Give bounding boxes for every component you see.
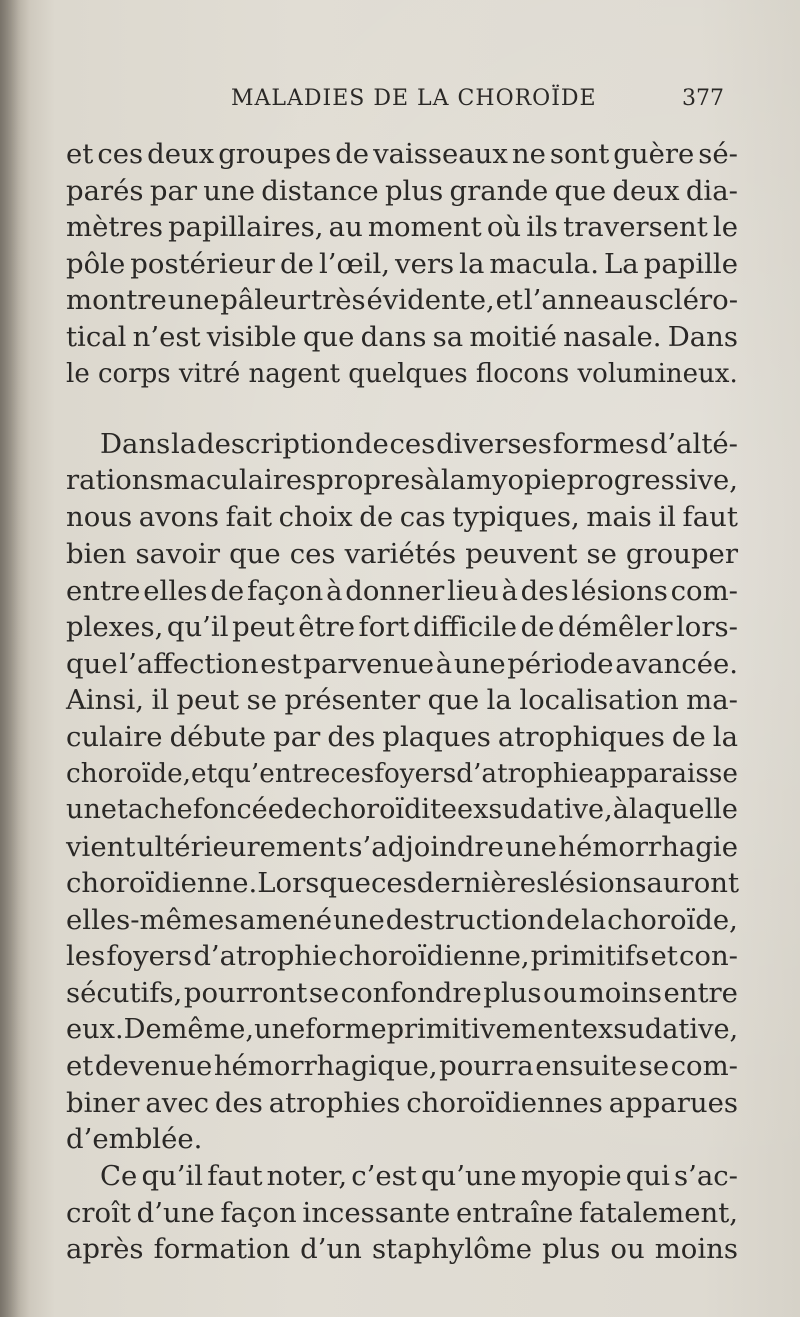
text-line: sécutifs, pourront se confondre plus ou moins entre [66, 977, 738, 1010]
text-line: Dans la description de ces diverses formes d’alté- [100, 428, 738, 461]
text-line: vient ultérieurement s’adjoindre une hémorrhagie [66, 830, 738, 863]
text-line: culaire débute par des plaques atrophiques de la [66, 720, 738, 753]
text-line: Ce qu’il faut noter, c’est qu’une myopie qui s’ac- [100, 1160, 738, 1193]
text-line: après formation d’un staphylôme plus ou moins [66, 1233, 738, 1266]
text-line: elles-mêmes amené une destruction de la choroïde, [66, 903, 738, 936]
text-line: d’emblée. [66, 1123, 203, 1156]
text-line: et ces deux groupes de vaisseaux ne sont guère sé- [66, 138, 738, 170]
running-header [0, 86, 800, 120]
text-line: le corps vitré nagent quelques flocons volumineux. [66, 358, 738, 389]
text-line: croît d’une façon incessante entraîne fatalement, [66, 1196, 738, 1229]
paragraph-3 [66, 1158, 738, 1268]
text-line: choroïde, et qu’entre ces foyers d’atrophie apparaisse [66, 758, 738, 789]
running-title: MALADIES DE LA CHOROÏDE [231, 86, 597, 111]
text-line: mètres papillaires, au moment où ils traversent le [66, 211, 738, 244]
text-line: tical n’est visible que dans sa moitié nasale. Dans [66, 320, 738, 353]
text-line: Ainsi, il peut se présenter que la localisation ma- [66, 684, 738, 717]
text-line: bien savoir que ces variétés peuvent se grouper [66, 537, 738, 570]
paragraph-2 [66, 426, 738, 1158]
page-number: 377 [682, 86, 724, 111]
paragraph-spacer [66, 392, 738, 426]
paragraph-1 [66, 136, 738, 392]
text-line: plexes, qu’il peut être fort difficile de démêler lors- [66, 611, 738, 644]
text-line: eux. De même, une forme primitivement exsudative, [66, 1013, 739, 1045]
text-line: entre elles de façon à donner lieu à des lésions com- [66, 574, 738, 607]
text-line: montre une pâleur très évidente, et l’anneau scléro- [66, 284, 738, 317]
text-line: une tache foncée de choroïdite exsudative, à laquelle [66, 794, 738, 826]
text-line: que l’affection est parvenue à une période avancée. [66, 647, 738, 680]
text-line: nous avons fait choix de cas typiques, mais il faut [66, 501, 738, 534]
text-line: et devenue hémorrhagique, pourra ensuite se com- [66, 1050, 738, 1083]
text-line: choroïdienne. Lorsque ces dernières lésions auront [66, 867, 740, 900]
text-line: parés par une distance plus grande que deux dia- [66, 174, 738, 207]
text-line: biner avec des atrophies choroïdiennes apparues [66, 1086, 738, 1119]
text-line: pôle postérieur de l’œil, vers la macula. La papille [66, 247, 738, 280]
body-text [66, 136, 738, 1268]
text-line: rations maculaires propres à la myopie progressive, [66, 464, 738, 496]
text-line: les foyers d’atrophie choroïdienne, primitifs et con- [66, 940, 738, 973]
page-gutter-shadow [0, 0, 30, 1317]
